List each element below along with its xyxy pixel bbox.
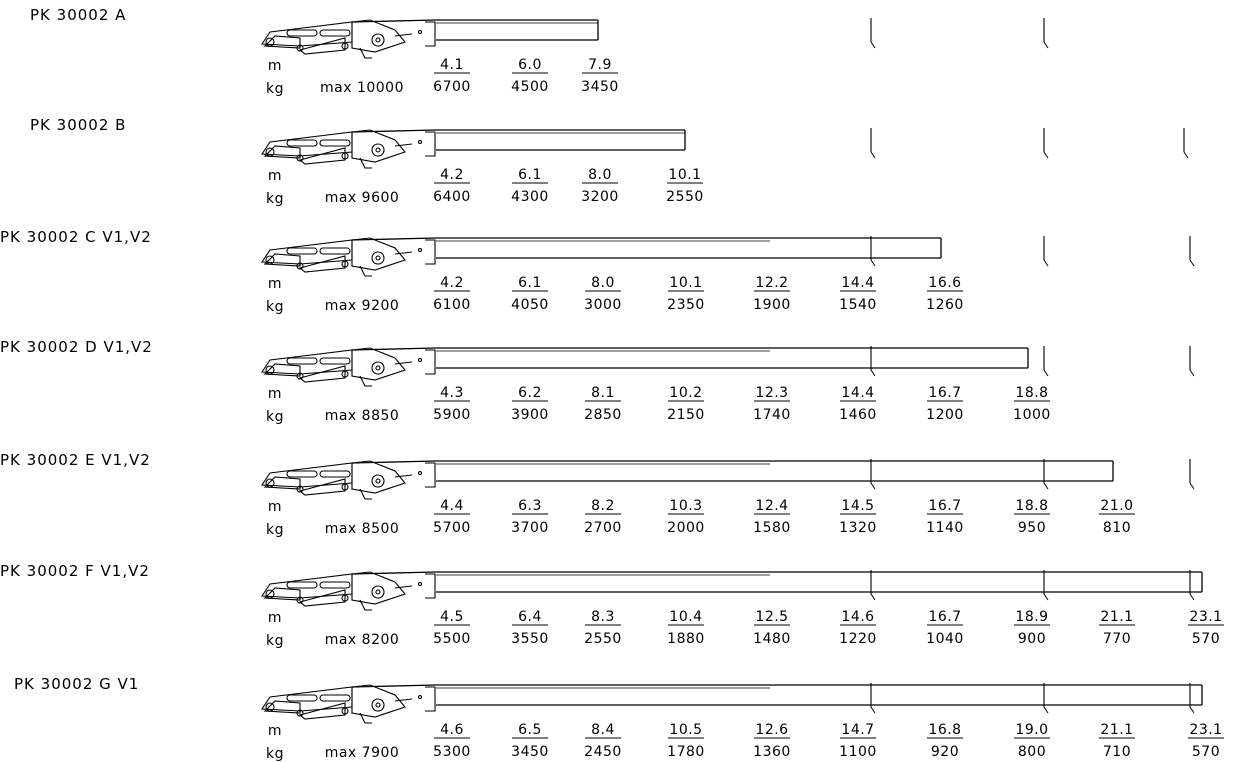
model-row-g-reach-6: 16.8 xyxy=(928,722,962,738)
model-row-b-reach-3: 10.1 xyxy=(668,167,702,183)
model-row-g-max: max 7900 xyxy=(324,745,400,761)
model-row-e-load-8: 810 xyxy=(1102,520,1132,536)
model-row-g-unit-m: m xyxy=(267,723,283,739)
model-row-e-reach-2: 8.2 xyxy=(591,498,615,514)
model-row-f-unit-kg: kg xyxy=(266,633,284,649)
model-row-d-boom-joint-tick-0 xyxy=(871,370,875,376)
model-row-b-boom-joint-tick-0 xyxy=(871,152,875,158)
model-row-f-reach-1: 6.4 xyxy=(518,609,542,625)
model-row-c-boom-joint-tick-2 xyxy=(1190,260,1194,266)
model-row-e-reach-4: 12.4 xyxy=(755,498,789,514)
model-row-c-unit-kg: kg xyxy=(266,299,284,315)
model-row-b-load-0: 6400 xyxy=(433,189,471,205)
model-row-a-boom-joint-tick-0 xyxy=(871,42,875,48)
model-row-e-unit-kg: kg xyxy=(266,522,284,538)
model-row-b-boom-joint-tick-2 xyxy=(1184,152,1188,158)
model-row-d-load-4: 1740 xyxy=(753,407,791,423)
model-row-c-load-2: 3000 xyxy=(584,297,622,313)
model-row-f-reach-3: 10.4 xyxy=(669,609,703,625)
model-row-b-crane-base xyxy=(262,130,435,168)
model-row-g-boom-joint-tick-1 xyxy=(1044,707,1048,713)
model-row-g-reach-1: 6.5 xyxy=(518,722,542,738)
model-row-g-unit-kg: kg xyxy=(266,746,284,762)
model-row-g-reach-2: 8.4 xyxy=(591,722,615,738)
model-row-g-load-0: 5300 xyxy=(433,744,471,760)
model-row-e-reach-0: 4.4 xyxy=(440,498,464,514)
model-row-d-load-6: 1200 xyxy=(926,407,964,423)
model-row-b-load-3: 2550 xyxy=(666,189,704,205)
model-row-e-reach-1: 6.3 xyxy=(518,498,542,514)
model-row-b-unit-kg: kg xyxy=(266,191,284,207)
model-row-g-boom-joint-tick-2 xyxy=(1190,707,1194,713)
model-row-d-unit-m: m xyxy=(267,386,283,402)
model-row-d-reach-3: 10.2 xyxy=(669,385,703,401)
model-row-g-crane-base xyxy=(262,685,435,723)
model-row-f-load-0: 5500 xyxy=(433,631,471,647)
model-row-f-crane-base xyxy=(262,572,435,610)
model-row-f-boom-joint-tick-1 xyxy=(1044,594,1048,600)
model-row-e-boom-joint-tick-0 xyxy=(871,483,875,489)
model-row-e-crane-base xyxy=(262,461,435,499)
model-row-g-load-6: 920 xyxy=(930,744,960,760)
model-row-d-reach-6: 16.7 xyxy=(928,385,962,401)
model-row-e-load-7: 950 xyxy=(1017,520,1047,536)
model-row-a-reach-1: 6.0 xyxy=(518,57,542,73)
model-row-c-reach-4: 12.2 xyxy=(755,275,789,291)
model-row-d-boom-joint-tick-2 xyxy=(1190,370,1194,376)
model-row-b-reach-2: 8.0 xyxy=(588,167,612,183)
model-row-d-crane-base xyxy=(262,348,435,386)
model-row-a-name: PK 30002 A xyxy=(30,6,127,24)
model-row-b-load-1: 4300 xyxy=(511,189,549,205)
model-row-f-load-1: 3550 xyxy=(511,631,549,647)
model-row-d-reach-2: 8.1 xyxy=(591,385,615,401)
model-row-e-load-1: 3700 xyxy=(511,520,549,536)
model-row-f-load-5: 1220 xyxy=(839,631,877,647)
model-row-c-reach-3: 10.1 xyxy=(669,275,703,291)
model-row-g-reach-7: 19.0 xyxy=(1015,722,1049,738)
model-row-d-reach-5: 14.4 xyxy=(841,385,875,401)
model-row-f-load-7: 900 xyxy=(1017,631,1047,647)
model-row-a-load-1: 4500 xyxy=(511,79,549,95)
model-row-e-reach-5: 14.5 xyxy=(841,498,875,514)
model-row-e-unit-m: m xyxy=(267,499,283,515)
model-row-a-reach-2: 7.9 xyxy=(588,57,612,73)
model-row-d-name: PK 30002 D V1,V2 xyxy=(0,338,153,356)
model-row-f-load-8: 770 xyxy=(1102,631,1132,647)
model-row-f-load-3: 1880 xyxy=(667,631,705,647)
model-row-b-reach-0: 4.2 xyxy=(440,167,464,183)
model-row-e-name: PK 30002 E V1,V2 xyxy=(0,451,151,469)
model-row-b-name: PK 30002 B xyxy=(30,116,127,134)
model-row-f-reach-9: 23.1 xyxy=(1189,609,1223,625)
model-row-g-reach-3: 10.5 xyxy=(669,722,703,738)
model-row-c-load-4: 1900 xyxy=(753,297,791,313)
model-row-f-unit-m: m xyxy=(267,610,283,626)
model-row-f-reach-4: 12.5 xyxy=(755,609,789,625)
model-row-g-load-3: 1780 xyxy=(667,744,705,760)
model-row-e-boom-joint-tick-1 xyxy=(1044,483,1048,489)
model-row-f-reach-6: 16.7 xyxy=(928,609,962,625)
model-row-c-load-1: 4050 xyxy=(511,297,549,313)
model-row-e-load-6: 1140 xyxy=(926,520,964,536)
model-row-e-load-5: 1320 xyxy=(839,520,877,536)
model-row-f-load-4: 1480 xyxy=(753,631,791,647)
model-row-c-load-6: 1260 xyxy=(926,297,964,313)
model-row-c-crane-base xyxy=(262,238,435,276)
model-row-c-reach-5: 14.4 xyxy=(841,275,875,291)
model-row-c-reach-6: 16.6 xyxy=(928,275,962,291)
model-row-e-load-3: 2000 xyxy=(667,520,705,536)
model-row-d-load-5: 1460 xyxy=(839,407,877,423)
model-row-c-boom-joint-tick-0 xyxy=(871,260,875,266)
model-row-g-load-5: 1100 xyxy=(839,744,877,760)
model-row-f-reach-8: 21.1 xyxy=(1100,609,1134,625)
model-row-d-unit-kg: kg xyxy=(266,409,284,425)
model-row-f-load-9: 570 xyxy=(1191,631,1221,647)
model-row-f-load-2: 2550 xyxy=(584,631,622,647)
model-row-d-reach-0: 4.3 xyxy=(440,385,464,401)
model-row-g-load-9: 570 xyxy=(1191,744,1221,760)
model-row-d-reach-7: 18.8 xyxy=(1015,385,1049,401)
model-row-g-load-7: 800 xyxy=(1017,744,1047,760)
model-row-f-load-6: 1040 xyxy=(926,631,964,647)
model-row-g-name: PK 30002 G V1 xyxy=(14,675,140,693)
model-row-a-crane-base xyxy=(262,20,435,58)
model-row-c-unit-m: m xyxy=(267,276,283,292)
model-row-e-max: max 8500 xyxy=(324,521,400,537)
model-row-e-boom-joint-tick-2 xyxy=(1190,483,1194,489)
model-row-a-reach-0: 4.1 xyxy=(440,57,464,73)
model-row-f-reach-0: 4.5 xyxy=(440,609,464,625)
model-row-g-reach-5: 14.7 xyxy=(841,722,875,738)
model-row-e-reach-8: 21.0 xyxy=(1100,498,1134,514)
model-row-b-boom-joint-tick-1 xyxy=(1044,152,1048,158)
model-row-f-max: max 8200 xyxy=(324,632,400,648)
model-row-f-reach-7: 18.9 xyxy=(1015,609,1049,625)
model-row-d-load-0: 5900 xyxy=(433,407,471,423)
model-row-d-boom-joint-tick-1 xyxy=(1044,370,1048,376)
model-row-g-reach-9: 23.1 xyxy=(1189,722,1223,738)
model-row-g-load-1: 3450 xyxy=(511,744,549,760)
model-row-d-load-1: 3900 xyxy=(511,407,549,423)
model-row-e-reach-7: 18.8 xyxy=(1015,498,1049,514)
model-row-d-load-2: 2850 xyxy=(584,407,622,423)
model-row-d-load-7: 1000 xyxy=(1013,407,1051,423)
model-row-a-load-2: 3450 xyxy=(581,79,619,95)
model-row-f-boom-joint-tick-0 xyxy=(871,594,875,600)
model-row-c-max: max 9200 xyxy=(324,298,400,314)
model-row-a-load-0: 6700 xyxy=(433,79,471,95)
model-row-d-reach-4: 12.3 xyxy=(755,385,789,401)
model-row-b-max: max 9600 xyxy=(324,190,400,206)
model-row-d-load-3: 2150 xyxy=(667,407,705,423)
model-row-e-reach-6: 16.7 xyxy=(928,498,962,514)
model-row-e-load-2: 2700 xyxy=(584,520,622,536)
model-row-g-boom-joint-tick-0 xyxy=(871,707,875,713)
model-row-c-load-0: 6100 xyxy=(433,297,471,313)
model-row-c-boom-joint-tick-1 xyxy=(1044,260,1048,266)
model-row-e-load-4: 1580 xyxy=(753,520,791,536)
model-row-a-boom-joint-tick-1 xyxy=(1044,42,1048,48)
model-row-g-reach-4: 12.6 xyxy=(755,722,789,738)
model-row-g-reach-8: 21.1 xyxy=(1100,722,1134,738)
model-row-g-reach-0: 4.6 xyxy=(440,722,464,738)
model-row-c-name: PK 30002 C V1,V2 xyxy=(0,228,152,246)
model-row-f-reach-2: 8.3 xyxy=(591,609,615,625)
model-row-a-max: max 10000 xyxy=(320,80,404,96)
model-row-c-reach-0: 4.2 xyxy=(440,275,464,291)
model-row-c-reach-2: 8.0 xyxy=(591,275,615,291)
model-row-g-load-4: 1360 xyxy=(753,744,791,760)
model-row-g-load-8: 710 xyxy=(1102,744,1132,760)
model-row-d-max: max 8850 xyxy=(324,408,400,424)
model-row-a-unit-kg: kg xyxy=(266,81,284,97)
model-row-e-load-0: 5700 xyxy=(433,520,471,536)
model-row-e-reach-3: 10.3 xyxy=(669,498,703,514)
model-row-g-load-2: 2450 xyxy=(584,744,622,760)
model-row-b-reach-1: 6.1 xyxy=(518,167,542,183)
model-row-b-load-2: 3200 xyxy=(581,189,619,205)
model-row-c-load-3: 2350 xyxy=(667,297,705,313)
model-row-c-load-5: 1540 xyxy=(839,297,877,313)
model-row-f-boom-joint-tick-2 xyxy=(1190,594,1194,600)
model-row-f-name: PK 30002 F V1,V2 xyxy=(0,562,150,580)
model-row-a-unit-m: m xyxy=(267,58,283,74)
model-row-c-reach-1: 6.1 xyxy=(518,275,542,291)
model-row-f-reach-5: 14.6 xyxy=(841,609,875,625)
model-row-b-unit-m: m xyxy=(267,168,283,184)
model-row-d-reach-1: 6.2 xyxy=(518,385,542,401)
